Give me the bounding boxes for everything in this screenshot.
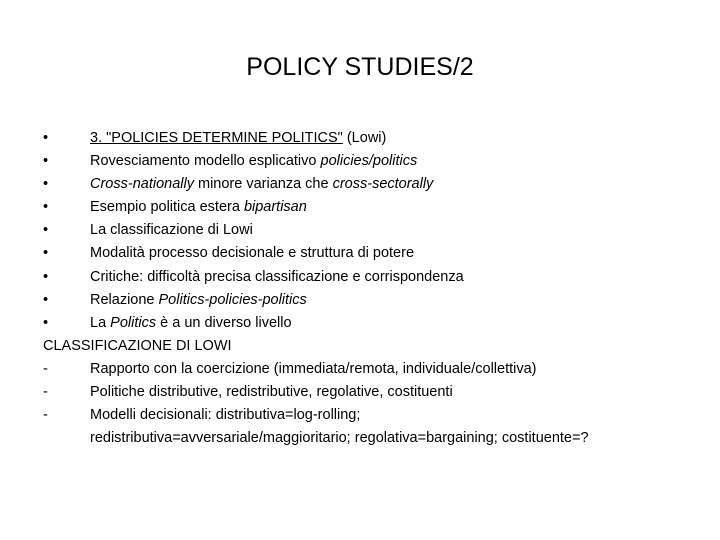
slide-body [43, 127, 703, 450]
slide-title: POLICY STUDIES/2 [246, 53, 474, 81]
bullet-marker: • [43, 176, 49, 193]
bullet-marker: • [43, 153, 49, 170]
bullet-text-italic: bipartisan [243, 199, 307, 216]
dash-marker: - [43, 407, 48, 424]
bullet-item-3 [43, 173, 703, 196]
bullet-marker: • [43, 222, 49, 239]
bullet-marker: • [43, 268, 49, 285]
bullet-item-1 [43, 127, 703, 150]
bullet-item-7 [43, 266, 703, 289]
bullet-text-part: La [90, 314, 111, 331]
bullet-marker: • [43, 130, 49, 146]
bullet-text-italic: Politics [110, 314, 157, 331]
bullet-text [43, 312, 703, 335]
bullet-text-rest: (Lowi) [342, 130, 387, 146]
bullet-item-6 [43, 242, 703, 265]
bullet-item-4 [43, 196, 703, 219]
bullet-text [43, 196, 703, 219]
bullet-text: La classificazione di Lowi [90, 222, 253, 239]
bullet-text: Modalità processo decisionale e struttura di potere [90, 245, 415, 262]
underlined-heading: 3. "POLICIES DETERMINE POLITICS" [90, 130, 343, 146]
bullet-text-italic: policies/politics [320, 153, 418, 170]
bullet-text-italic: cross-sectorally [332, 176, 434, 193]
bullet-text-part: Relazione [90, 291, 159, 308]
bullet-item-9 [43, 312, 703, 335]
dash-marker: - [43, 360, 48, 377]
bullet-text-part: Rovesciamento modello esplicativo [90, 153, 321, 170]
bullet-marker: • [43, 291, 49, 308]
bullet-marker: • [43, 245, 49, 262]
bullet-text-part: è a un diverso livello [156, 314, 292, 331]
dash-item-text: Rapporto con la coercizione (immediata/remota, individuale/collettiva) [90, 360, 537, 377]
dash-item-3 [43, 404, 703, 450]
bullet-item-8 [43, 289, 703, 312]
bullet-text: Critiche: difficoltà precisa classificazione e corrispondenza [90, 268, 464, 285]
bullet-marker: • [43, 314, 49, 331]
dash-item-1 [43, 358, 703, 381]
dash-item-2 [43, 381, 703, 404]
bullet-item-5 [43, 219, 703, 242]
bullet-text [43, 289, 703, 312]
bullet-text-part: Esempio politica estera [90, 199, 244, 216]
bullet-text [43, 150, 703, 173]
dash-item-text: Politiche distributive, redistributive, regolative, costituenti [90, 384, 453, 401]
dash-item-text-line: Modelli decisionali: distributiva=log-rolling; [90, 407, 361, 424]
bullet-text-italic: Politics-policies-politics [158, 291, 307, 308]
dash-item-text-continuation: redistributiva=avversariale/maggioritario; regolativa=bargaining; costituente=? [90, 430, 589, 447]
bullet-text [43, 173, 703, 196]
dash-marker: - [43, 384, 48, 401]
bullet-marker: • [43, 199, 49, 216]
bullet-item-2 [43, 150, 703, 173]
dash-item-text [43, 404, 703, 450]
bullet-text-italic: Cross-nationally [90, 176, 194, 193]
bullet-text [43, 127, 703, 150]
bullet-text-part: minore varianza che [193, 176, 333, 193]
section-heading: CLASSIFICAZIONE DI LOWI [43, 337, 232, 354]
